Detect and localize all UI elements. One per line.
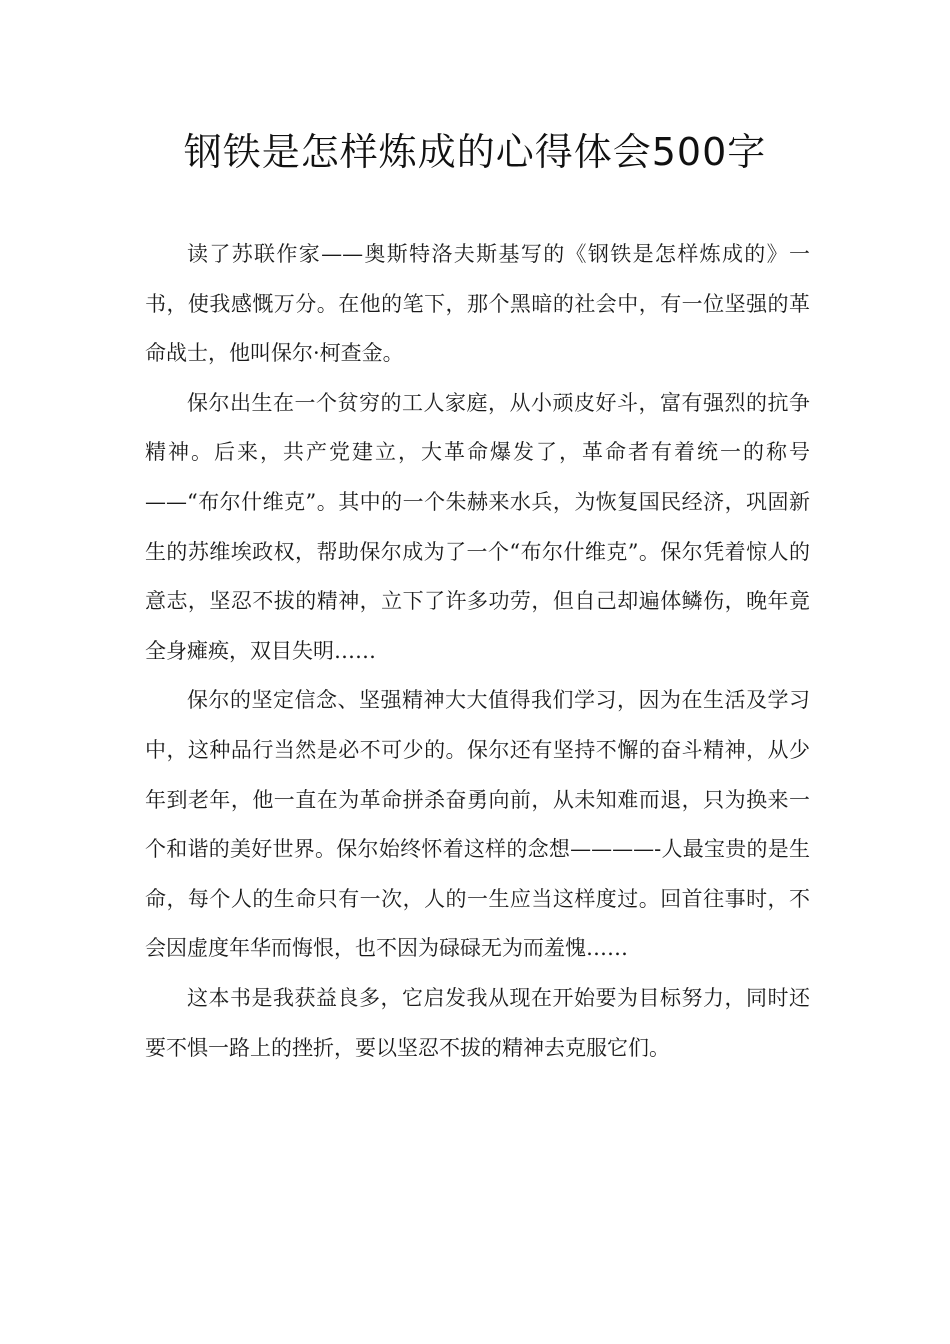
document-body [145, 230, 810, 1073]
document-title: 钢铁是怎样炼成的心得体会500字 [183, 130, 767, 174]
paragraph-2: 保尔出生在一个贫穷的工人家庭，从小顽皮好斗，富有强烈的抗争精神。后来，共产党建立，大革命爆发了，革命者有着统一的称号——“布尔什维克”。其中的一个朱赫来水兵，为恢复国民经济，巩固新生的苏维埃政权，帮助保尔成为了一个“布尔什维克”。保尔凭着惊人的意志，坚忍不拔的精神，立下了许多功劳，但自己却遍体鳞伤，晚年竟全身瘫痪，双目失明…… [145, 390, 810, 663]
paragraph-4: 这本书是我获益良多，它启发我从现在开始要为目标努力，同时还要不惧一路上的挫折，要以坚忍不拔的精神去克服它们。 [145, 985, 810, 1060]
paragraph-3: 保尔的坚定信念、坚强精神大大值得我们学习，因为在生活及学习中，这种品行当然是必不可少的。保尔还有坚持不懈的奋斗精神，从少年到老年，他一直在为革命拼杀奋勇向前，从未知难而退，只为换来一个和谐的美好世界。保尔始终怀着这样的念想————-人最宝贵的是生命，每个人的生命只有一次，人的一生应当这样度过。回首往事时，不会因虚度年华而悔恨，也不因为碌碌无为而羞愧…… [145, 688, 810, 961]
paragraph-1: 读了苏联作家——奥斯特洛夫斯基写的《钢铁是怎样炼成的》一书，使我感慨万分。在他的笔下，那个黑暗的社会中，有一位坚强的革命战士，他叫保尔·柯查金。 [145, 242, 810, 366]
